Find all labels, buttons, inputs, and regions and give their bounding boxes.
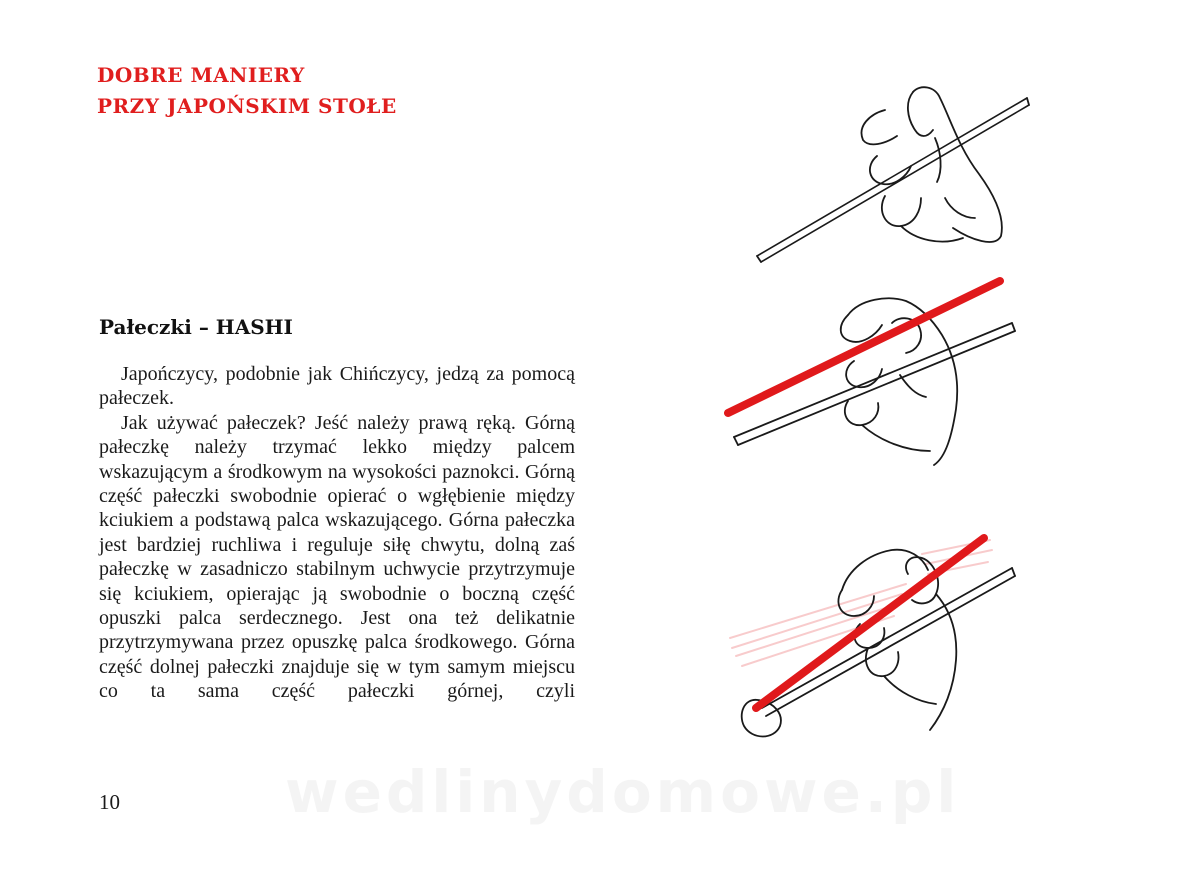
page-title bbox=[97, 60, 397, 122]
body-text bbox=[99, 362, 575, 704]
section-heading: Pałeczki – HASHI bbox=[99, 315, 293, 339]
hand-chopsticks-motion-icon bbox=[722, 520, 1022, 750]
hand-chopstick-icon bbox=[745, 78, 1045, 268]
page-number: 10 bbox=[99, 790, 120, 814]
title-line-1: DOBRE MANIERY bbox=[97, 63, 305, 87]
paragraph-2: Jak używać pałeczek? Jeść należy prawą ręką. Górną pałeczkę należy trzymać lekko między palcem wskazującym a środkowym na wysokości paznokci. Górną część pałeczki swobodnie opierać o wgłębienie między kciukiem a podstawą palca wskazującego. Górna pałeczka jest bardziej ruchliwa i reguluje siłę chwytu, dolną zaś pałeczkę w zasadniczo stabilnym uchwycie przytrzymuje się kciukiem, opierając ją swobodnie o boczną część opuszki palca serdecznego. Jest ona też delikatnie przytrzymywana przez opuszkę palca środkowego. Górna część dolnej pałeczki znajduje się w tym samym miejscu co ta sama część pałeczki górnej, czyli bbox=[99, 411, 575, 703]
title-line-2: PRZY JAPOŃSKIM STOŁE bbox=[97, 94, 397, 118]
watermark: wedlinydomowe.pl bbox=[285, 758, 961, 826]
paragraph-1: Japończycy, podobnie jak Chińczycy, jedzą za pomocą pałeczek. bbox=[99, 363, 575, 410]
hand-chopsticks-icon bbox=[720, 275, 1030, 475]
